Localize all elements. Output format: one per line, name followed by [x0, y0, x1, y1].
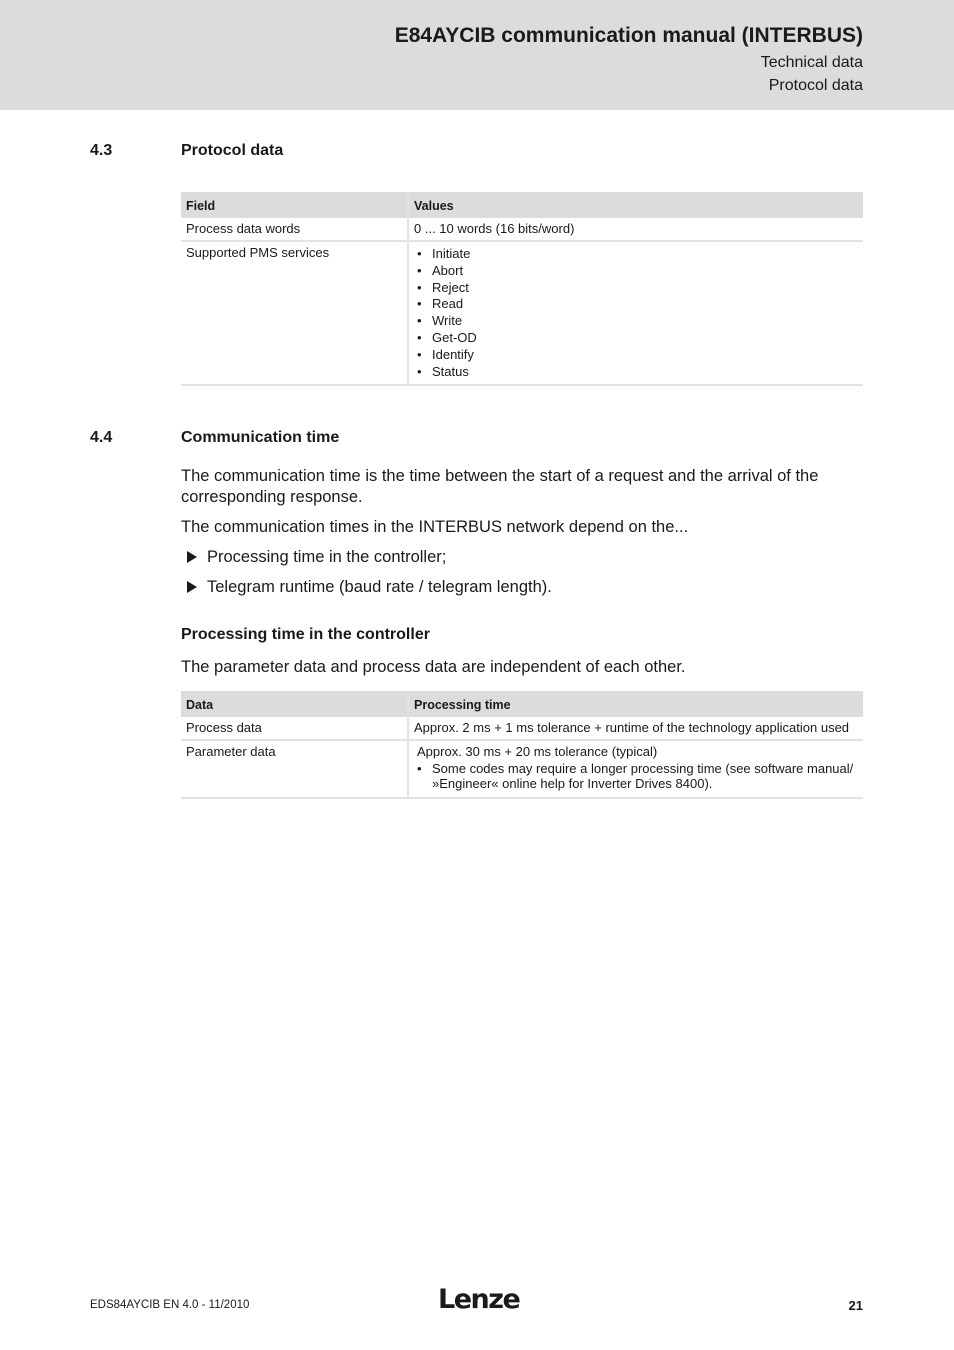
section-number-4-4: 4.4 — [90, 429, 113, 446]
list-item: • Status — [414, 364, 858, 381]
list-item: • Get-OD — [414, 330, 858, 347]
processing-time-value: Approx. 30 ms + 20 ms tolerance (typical) — [417, 744, 658, 759]
processing-time-table — [181, 691, 863, 799]
cell-processing-time — [408, 740, 863, 798]
column-header-data: Data — [181, 691, 408, 717]
table-header-row — [181, 192, 863, 218]
breadcrumb-chapter: Technical data — [760, 54, 863, 71]
document-code: EDS84AYCIB EN 4.0 - 11/2010 — [90, 1299, 250, 1311]
table-header-row — [181, 691, 863, 717]
arrow-list-item: Processing time in the controller; — [187, 548, 446, 567]
cell-value — [408, 241, 863, 385]
cell-data: Parameter data — [181, 740, 408, 798]
list-item: • Initiate — [414, 246, 858, 263]
subheading-processing-time: Processing time in the controller — [181, 626, 430, 643]
document-title: E84AYCIB communication manual (INTERBUS) — [394, 24, 863, 47]
page-number: 21 — [848, 1298, 863, 1313]
column-header-field: Field — [181, 192, 408, 218]
cell-value: 0 ... 10 words (16 bits/word) — [408, 218, 863, 241]
list-item: • Some codes may require a longer processing time (see software manual/ »Engineer« online help for Inverter Drives 8400). — [414, 761, 858, 791]
section-title-protocol-data: Protocol data — [181, 142, 284, 159]
section-title-communication-time: Communication time — [181, 429, 340, 446]
list-item: • Read — [414, 296, 858, 313]
arrow-right-icon — [187, 551, 197, 563]
breadcrumb-section: Protocol data — [768, 77, 863, 94]
arrow-list-item: Telegram runtime (baud rate / telegram length). — [187, 578, 552, 597]
paragraph-independent: The parameter data and process data are independent of each other. — [181, 658, 686, 676]
column-header-values: Values — [408, 192, 863, 218]
list-item: • Abort — [414, 263, 858, 280]
table-row — [181, 740, 863, 798]
cell-field: Process data words — [181, 218, 408, 241]
section-number-4-3: 4.3 — [90, 142, 113, 159]
cell-field: Supported PMS services — [181, 241, 408, 385]
arrow-right-icon — [187, 581, 197, 593]
list-item: • Write — [414, 313, 858, 330]
table-row — [181, 241, 863, 385]
protocol-data-table — [181, 192, 863, 386]
lenze-logo: Lenze — [438, 1284, 520, 1315]
paragraph-definition: The communication time is the time between the start of a request and the arrival of the corresponding response. — [181, 467, 819, 506]
column-header-processing-time: Processing time — [408, 691, 863, 717]
cell-data: Process data — [181, 717, 408, 740]
processing-time-notes — [414, 761, 858, 791]
page-header — [0, 0, 954, 110]
cell-processing-time: Approx. 2 ms + 1 ms tolerance + runtime of the technology application used — [408, 717, 863, 740]
list-item: • Identify — [414, 347, 858, 364]
list-item: • Reject — [414, 280, 858, 297]
table-row — [181, 218, 863, 241]
pms-services-list — [414, 246, 858, 380]
table-row — [181, 717, 863, 740]
paragraph-depends-on: The communication times in the INTERBUS network depend on the... — [181, 518, 689, 536]
